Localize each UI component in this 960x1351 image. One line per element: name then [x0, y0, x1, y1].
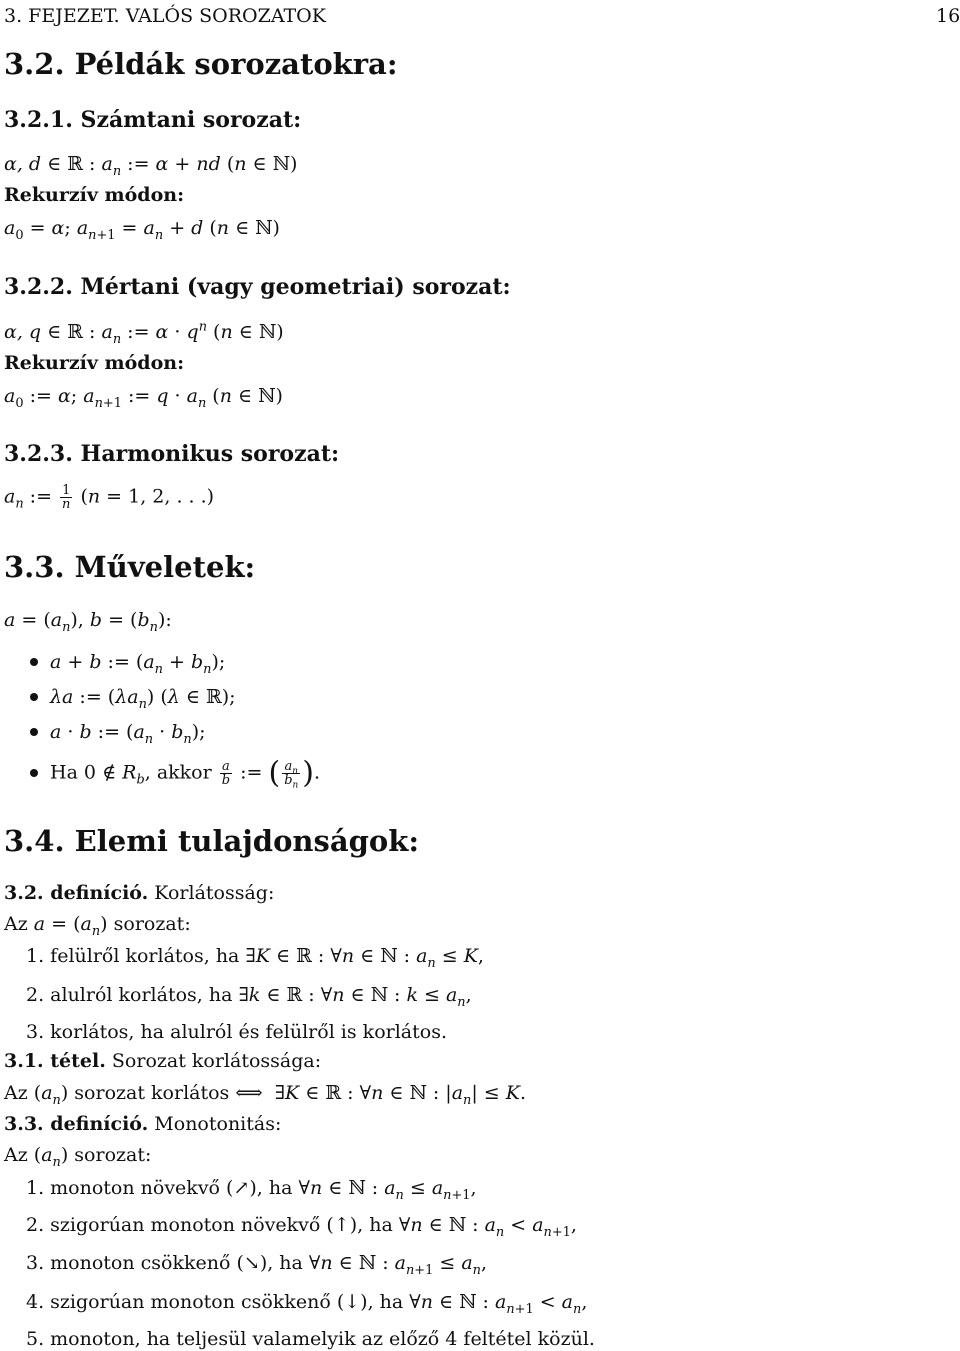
- bullet: [30, 658, 38, 666]
- operation-quotient: Ha 0 ∉ $R_b$, akkor $\frac{a}{b}$ := ( $\frac{a_n}{b_n}$ ).: [50, 755, 320, 791]
- harmonic-definition: $a_n$ := $\frac{1}{n}$ (n = 1, 2, . . .): [4, 483, 215, 512]
- definition-name: Monotonitás:: [154, 1113, 282, 1135]
- bullet: [30, 769, 38, 777]
- theorem-3-1: [4, 1049, 321, 1073]
- strictly-increasing-item: 2. szigorúan monoton növekvő (↑), ha ∀n ∈ ℕ : $a_n < a_{n+1}$,: [26, 1214, 577, 1240]
- operation-scalar: λa := $(\lambda a_n)$ (λ ∈ ℝ);: [50, 686, 236, 712]
- bullet: [30, 728, 38, 736]
- definition-label: 3.2. definíció.: [4, 882, 149, 904]
- operation-product: a · b := $(a_n \cdot b_n)$;: [50, 721, 206, 747]
- geometric-recursive-formula: $a_0$ := α; $a_{n+1}$ := $q \cdot a_n$ (n ∈ ℕ): [4, 385, 283, 411]
- operation-sum: a + b := $(a_n + b_n)$;: [50, 651, 226, 677]
- monotone-item: 5. monoton, ha teljesül valamelyik az előző 4 feltétel közül.: [26, 1328, 595, 1350]
- monotone-decreasing-item: 3. monoton csökkenő (↘), ha ∀n ∈ ℕ : $a_{n+1} \le a_n$,: [26, 1252, 487, 1278]
- definition-name: Korlátosság:: [154, 882, 275, 904]
- subsection-3-2-3-title: 3.2.3. Harmonikus sorozat:: [4, 441, 340, 467]
- subsection-3-2-2-title: 3.2.2. Mértani (vagy geometriai) sorozat:: [4, 274, 511, 300]
- definition-3-2-intro: Az $a = (a_n)$ sorozat:: [4, 913, 191, 939]
- section-3-2-title: 3.2. Példák sorozatokra:: [4, 47, 398, 81]
- section-3-4-title: 3.4. Elemi tulajdonságok:: [4, 824, 420, 858]
- arithmetic-recursive-formula: $a_0 = \alpha$; $a_{n+1} = a_n + d$ (n ∈ ℕ): [4, 217, 280, 243]
- subsection-3-2-1-title: 3.2.1. Számtani sorozat:: [4, 107, 302, 133]
- definition-label: 3.3. definíció.: [4, 1113, 149, 1135]
- monotone-increasing-item: 1. monoton növekvő (↗), ha ∀n ∈ ℕ : $a_n \le a_{n+1}$,: [26, 1177, 477, 1203]
- running-header: 3. FEJEZET. VALÓS SOROZATOK: [4, 5, 326, 27]
- strictly-decreasing-item: 4. szigorúan monoton csökkenő (↓), ha ∀n ∈ ℕ : $a_{n+1} < a_n$,: [26, 1291, 588, 1317]
- geometric-recursive-label: Rekurzív módon:: [4, 352, 185, 374]
- bounded-item: 3. korlátos, ha alulról és felülről is korlátos.: [26, 1021, 447, 1043]
- bullet: [30, 693, 38, 701]
- bounded-above-item: 1. felülről korlátos, ha ∃K ∈ ℝ : ∀n ∈ ℕ : $a_n \le K$,: [26, 945, 484, 971]
- bounded-below-item: 2. alulról korlátos, ha ∃k ∈ ℝ : ∀n ∈ ℕ : $k \le a_n$,: [26, 984, 472, 1010]
- operations-intro: $a = (a_n)$, $b = (b_n)$:: [4, 609, 172, 635]
- theorem-3-1-statement: Az $(a_n)$ sorozat korlátos ⟺ ∃K ∈ ℝ : ∀n ∈ ℕ : $|a_n| \le K$.: [4, 1082, 527, 1108]
- page-number: 16: [936, 5, 960, 27]
- arithmetic-recursive-label: Rekurzív módon:: [4, 184, 185, 206]
- theorem-label: 3.1. tétel.: [4, 1050, 106, 1072]
- definition-3-2: [4, 881, 274, 905]
- section-3-3-title: 3.3. Műveletek:: [4, 550, 256, 584]
- arithmetic-definition: α, d ∈ ℝ : $a_n$ := α + nd (n ∈ ℕ): [4, 153, 298, 179]
- geometric-definition: α, q ∈ ℝ : $a_n$ := $\alpha \cdot q^n$ (n ∈ ℕ): [4, 319, 284, 347]
- theorem-name: Sorozat korlátossága:: [111, 1050, 322, 1072]
- definition-3-3-intro: Az $(a_n)$ sorozat:: [4, 1144, 152, 1170]
- quotient-text: Ha 0 ∉: [50, 761, 123, 784]
- definition-3-3: [4, 1112, 281, 1136]
- quotient-akkor: , akkor: [144, 761, 218, 784]
